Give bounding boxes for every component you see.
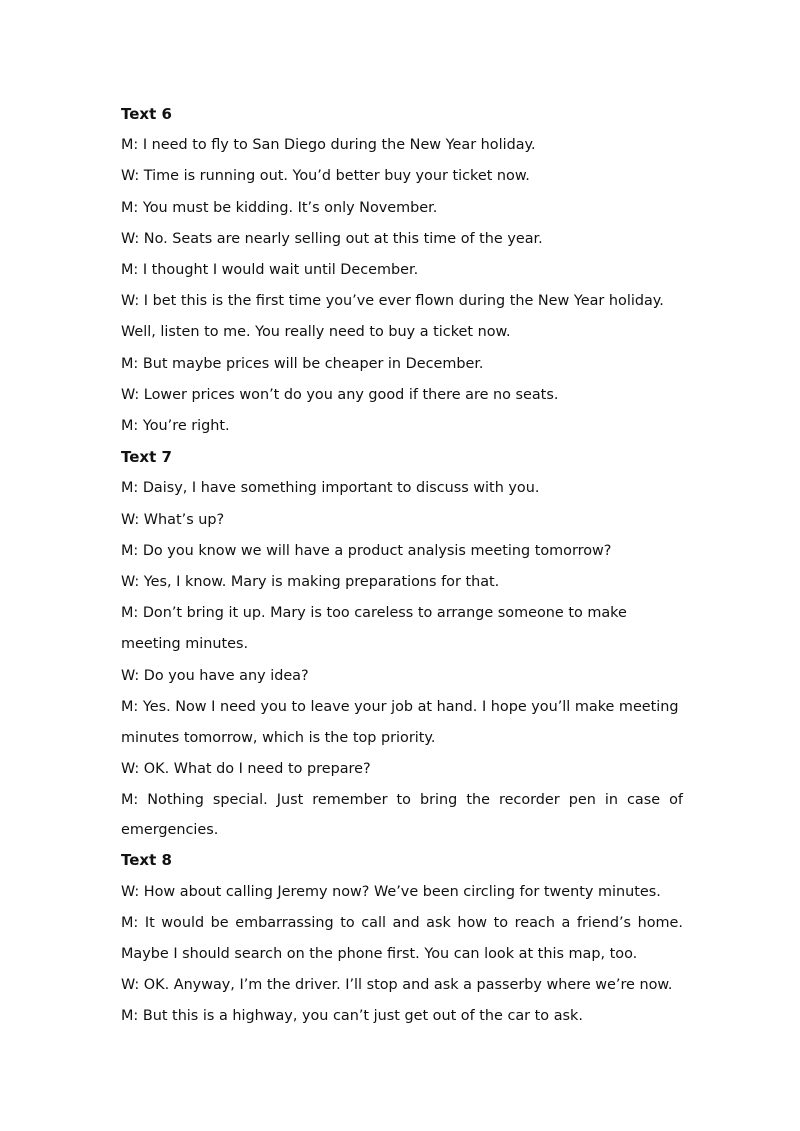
dialogue-line: M: You’re right. (121, 418, 230, 435)
dialogue-line: M: Do you know we will have a product analysis meeting tomorrow? (121, 542, 612, 559)
section-title-text-6: Text 6 (121, 105, 172, 123)
dialogue-line: M: I need to fly to San Diego during the New Year holiday. (121, 137, 536, 154)
dialogue-line: W: OK. Anyway, I’m the driver. I’ll stop and ask a passerby where we’re now. (121, 977, 673, 994)
dialogue-line: W: How about calling Jeremy now? We’ve been circling for twenty minutes. (121, 883, 661, 900)
dialogue-line: M: Don’t bring it up. Mary is too careless to arrange someone to make meeting minutes. (121, 605, 627, 653)
section-title-text-7: Text 7 (121, 448, 172, 467)
dialogue-line: W: No. Seats are nearly selling out at this time of the year. (121, 230, 543, 247)
dialogue-line: M: Yes. Now I need you to leave your job at hand. I hope you’ll make meeting minutes tomorrow, which is the top priority. (121, 698, 679, 747)
dialogue-line: M: But maybe prices will be cheaper in December. (121, 355, 484, 372)
dialogue-line: M: I thought I would wait until December. (121, 262, 419, 278)
dialogue-line: M: Daisy, I have something important to discuss with you. (121, 480, 540, 497)
dialogue-line: W: Time is running out. You’d better buy your ticket now. (121, 168, 530, 185)
dialogue-line: W: I bet this is the first time you’ve ever flown during the New Year holiday. Well, listen to me. You really need to buy a ticket now. (121, 293, 664, 341)
section-title-text-8: Text 8 (121, 851, 172, 870)
dialogue-line: M: You must be kidding. It’s only November. (121, 199, 438, 216)
document-page (121, 99, 683, 1033)
dialogue-line: W: OK. What do I need to prepare? (121, 761, 371, 778)
dialogue-line: W: Do you have any idea? (121, 667, 309, 684)
dialogue-line: M: Nothing special. Just remember to bring the recorder pen in case of emergencies. (121, 792, 683, 839)
dialogue-line: W: What’s up? (121, 511, 225, 528)
dialogue-line: M: It would be embarrassing to call and ask how to reach a friend’s home. Maybe I should search on the phone first. You can look at this map, too. (121, 914, 683, 963)
dialogue-line: W: Lower prices won’t do you any good if there are no seats. (121, 386, 559, 403)
dialogue-line: M: But this is a highway, you can’t just get out of the car to ask. (121, 1008, 583, 1025)
dialogue-line: W: Yes, I know. Mary is making preparations for that. (121, 574, 500, 591)
